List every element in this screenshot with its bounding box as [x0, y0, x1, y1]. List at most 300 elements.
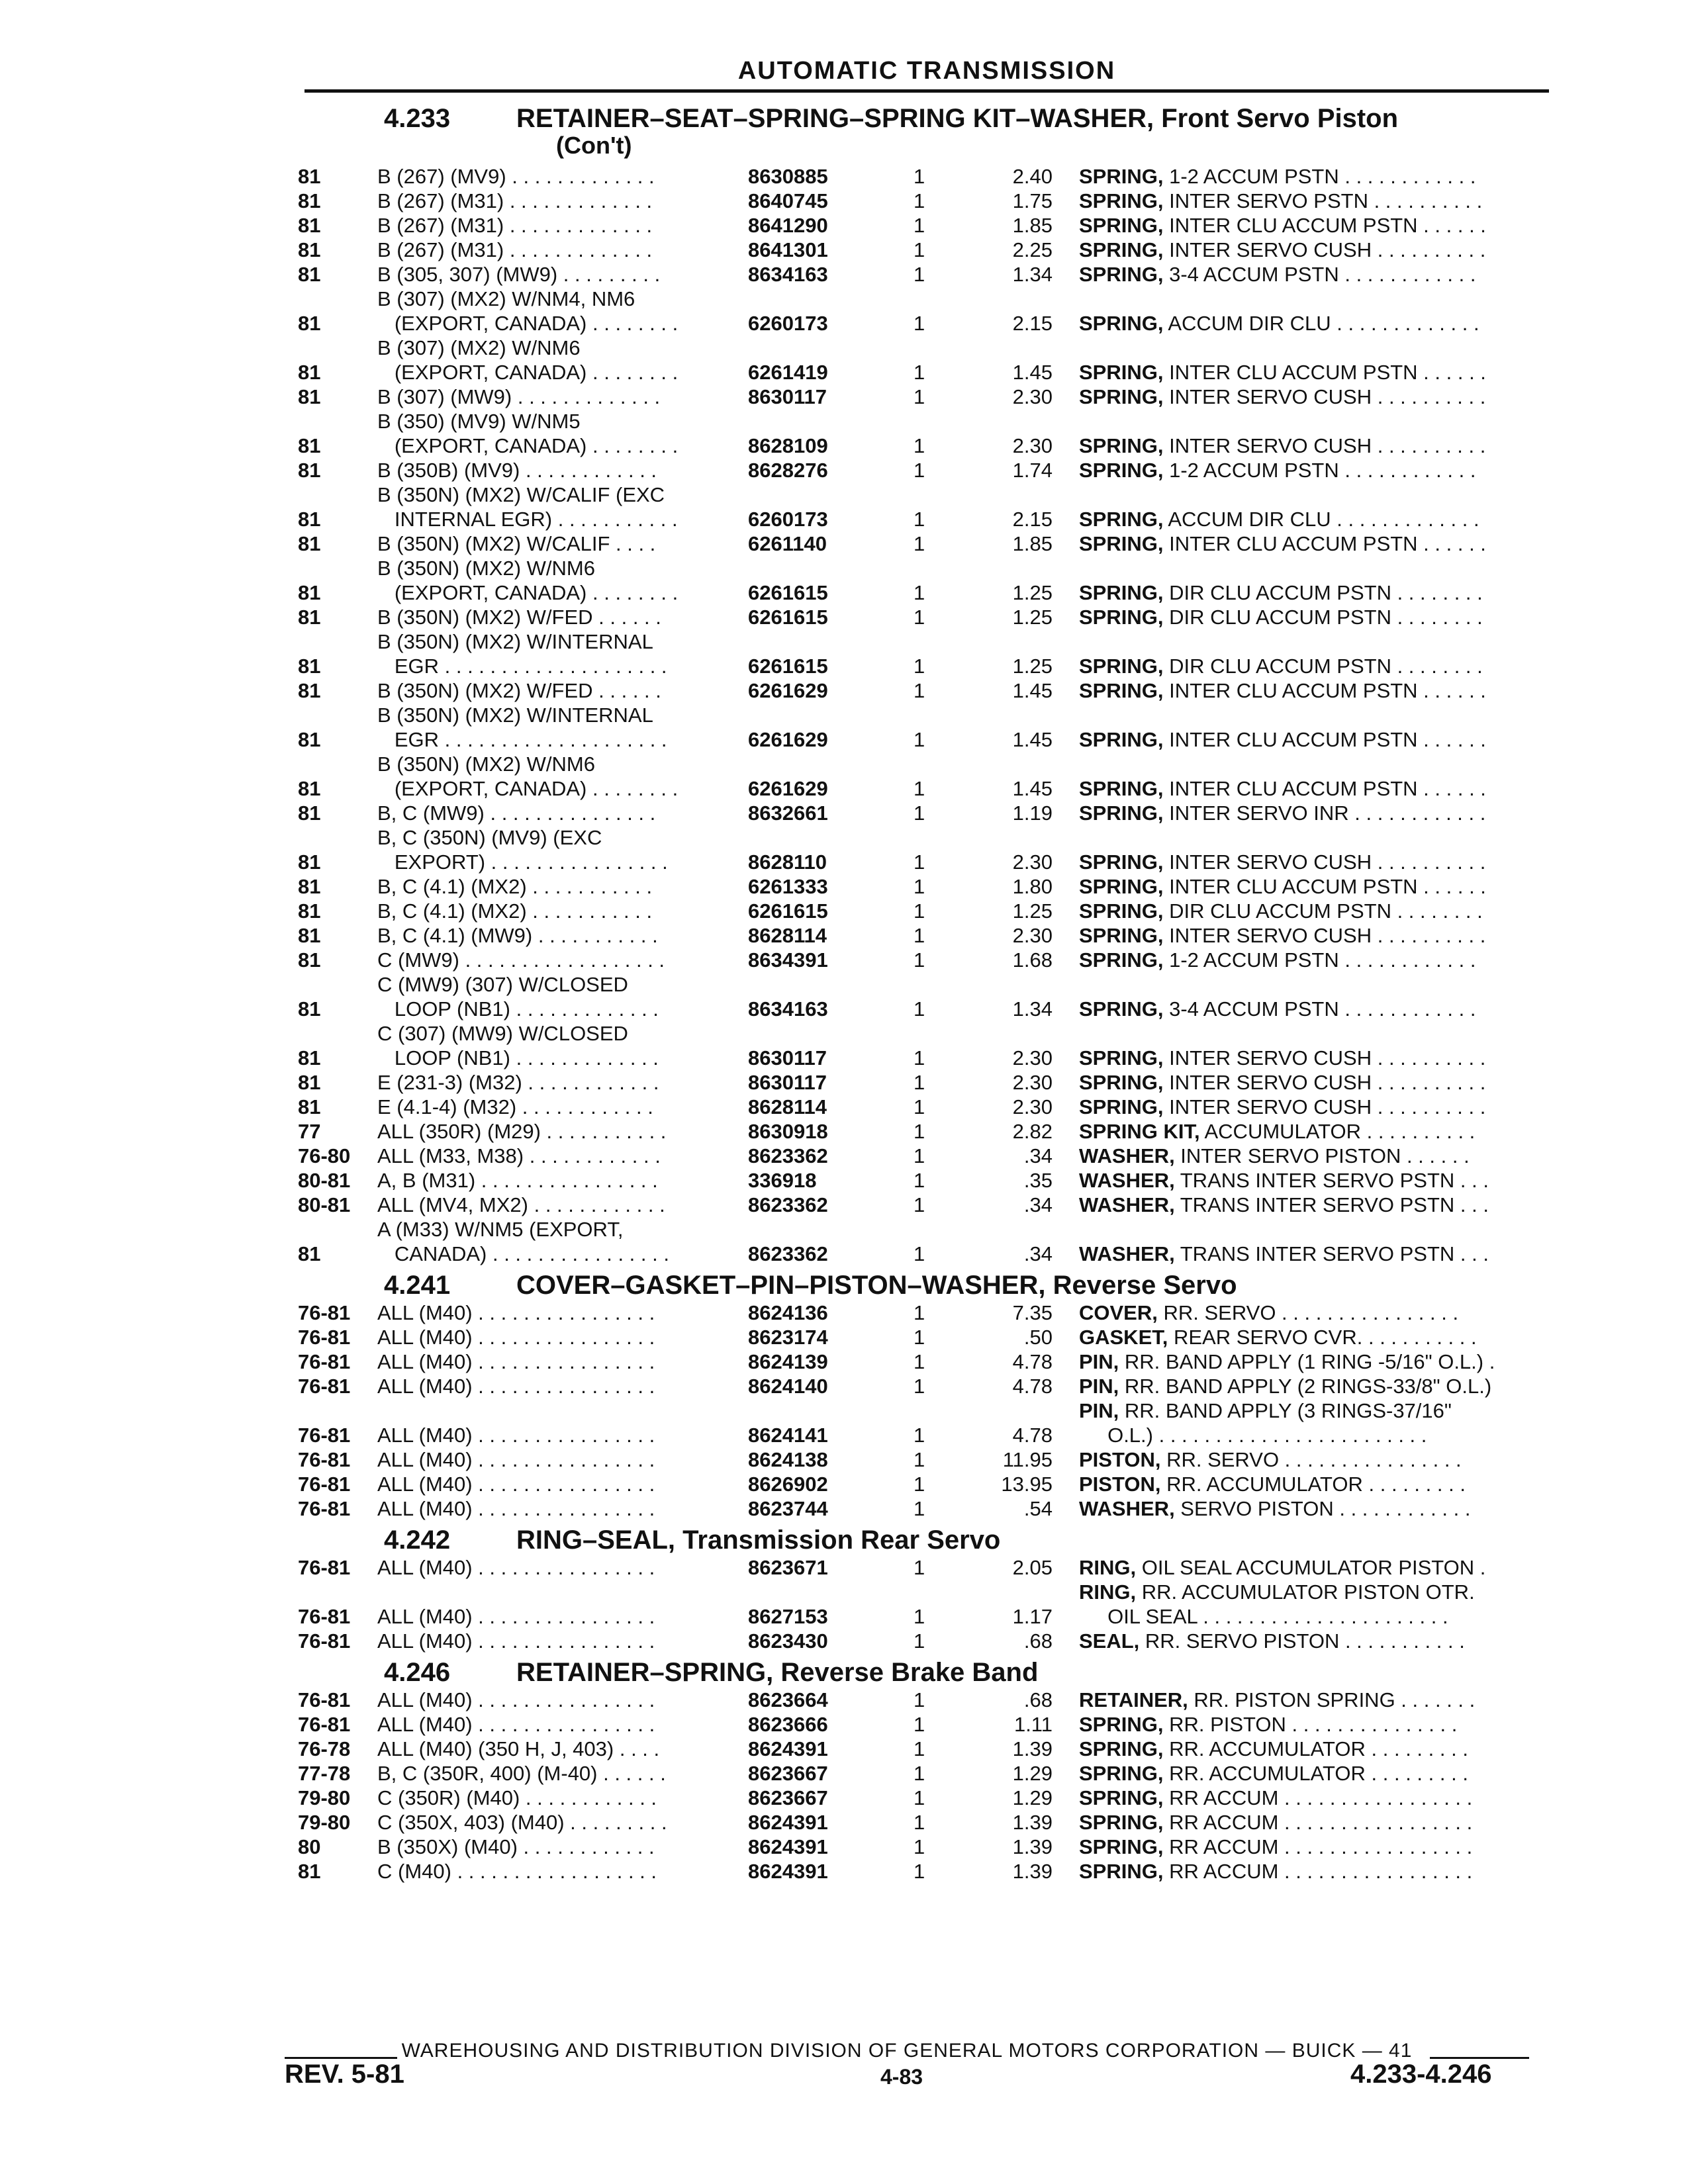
- description: [1053, 1712, 1556, 1737]
- price: 13.95: [1001, 1473, 1053, 1496]
- description-text: 1-2 ACCUM PSTN . . . . . . . . . . . .: [1163, 165, 1476, 188]
- price: 4.78: [1012, 1375, 1053, 1398]
- description-text: INTER SERVO PSTN . . . . . . . . . .: [1163, 189, 1483, 212]
- part-number: 8630117: [748, 385, 827, 408]
- description-text: RR. ACCUMULATOR . . . . . . . . .: [1163, 1762, 1468, 1785]
- description-keyword: SPRING,: [1079, 997, 1164, 1021]
- page-header: [305, 57, 1549, 93]
- description: [1053, 311, 1556, 336]
- description-keyword: SPRING,: [1079, 1860, 1164, 1883]
- footer-rule-left: [285, 2057, 397, 2059]
- part-number: 8641290: [748, 214, 828, 237]
- description-text: INTER CLU ACCUM PSTN . . . . . .: [1163, 532, 1486, 555]
- description-keyword: RING,: [1079, 1556, 1137, 1579]
- model-year: 81: [298, 679, 321, 702]
- quantity: 1: [914, 1448, 925, 1471]
- description-keyword: SPRING,: [1079, 361, 1164, 384]
- part-number: 8640745: [748, 189, 828, 212]
- description-text: 1-2 ACCUM PSTN . . . . . . . . . . . .: [1163, 459, 1476, 482]
- quantity: 1: [914, 606, 925, 629]
- part-row: [298, 164, 1556, 189]
- description-text: INTER CLU ACCUM PSTN . . . . . .: [1163, 777, 1486, 800]
- price: 1.80: [1012, 875, 1053, 898]
- quantity: 1: [914, 728, 925, 751]
- application: ALL (M40) . . . . . . . . . . . . . . . .: [377, 1497, 655, 1520]
- quantity: 1: [914, 924, 925, 947]
- quantity: 1: [914, 214, 925, 237]
- part-number: 8624391: [748, 1835, 828, 1858]
- model-year: 76-81: [298, 1301, 351, 1324]
- model-year: 80: [298, 1835, 321, 1858]
- description-keyword: SPRING,: [1079, 777, 1164, 800]
- part-row: [298, 1349, 1556, 1374]
- price: 1.85: [1012, 532, 1053, 555]
- model-year: 81: [298, 924, 321, 947]
- price: .34: [1023, 1144, 1053, 1167]
- quantity: 1: [914, 997, 925, 1021]
- part-row: [298, 1095, 1556, 1119]
- quantity: 1: [914, 189, 925, 212]
- price: .68: [1023, 1688, 1053, 1711]
- part-number: 8623174: [748, 1326, 828, 1349]
- model-year: 77-78: [298, 1762, 351, 1785]
- price: 1.45: [1012, 777, 1053, 800]
- price: 2.15: [1012, 312, 1053, 335]
- description-text: DIR CLU ACCUM PSTN . . . . . . . .: [1163, 899, 1483, 923]
- description: [1053, 948, 1556, 972]
- price: 1.75: [1012, 189, 1053, 212]
- model-year: 81: [298, 948, 321, 972]
- description: [1053, 1119, 1556, 1144]
- application: B, C (4.1) (MX2) . . . . . . . . . . .: [377, 899, 653, 923]
- part-row: [298, 801, 1556, 825]
- part-row: [298, 1070, 1556, 1095]
- part-row: [298, 1300, 1556, 1325]
- quantity: 1: [914, 434, 925, 457]
- model-year: 81: [298, 1071, 321, 1094]
- description-keyword: COVER,: [1079, 1301, 1158, 1324]
- application: B (307) (MX2) W/NM6 (EXPORT, CANADA) . . . . . . . .: [377, 336, 679, 384]
- application: ALL (M40) . . . . . . . . . . . . . . . .: [377, 1688, 655, 1711]
- price: 1.11: [1013, 1713, 1053, 1736]
- description-keyword: SPRING,: [1079, 606, 1164, 629]
- quantity: 1: [914, 508, 925, 531]
- price: 2.30: [1012, 385, 1053, 408]
- price: 1.45: [1012, 728, 1053, 751]
- model-year: 81: [298, 777, 321, 800]
- description: [1053, 1761, 1556, 1786]
- model-year: 76-81: [298, 1556, 351, 1579]
- part-number: 336918: [748, 1169, 817, 1192]
- description-keyword: SPRING,: [1079, 263, 1164, 286]
- quantity: 1: [914, 385, 925, 408]
- model-year: 81: [298, 1046, 321, 1069]
- description-keyword: SPRING,: [1079, 899, 1164, 923]
- model-year: 76-78: [298, 1737, 351, 1760]
- application: ALL (M40) . . . . . . . . . . . . . . . .: [377, 1375, 655, 1398]
- model-year: 81: [298, 459, 321, 482]
- description: [1053, 1300, 1556, 1325]
- part-number: 6261419: [748, 361, 828, 384]
- description: [1053, 262, 1556, 287]
- part-row: [298, 1810, 1556, 1835]
- description-keyword: SPRING,: [1079, 385, 1164, 408]
- model-year: 81: [298, 801, 321, 825]
- application: B (350N) (MX2) W/CALIF (EXC INTERNAL EGR) . . . . . . . . . . .: [377, 483, 678, 531]
- model-year: 76-81: [298, 1448, 351, 1471]
- model-year: 81: [298, 655, 321, 678]
- section-header: [298, 1525, 1556, 1555]
- model-year: 81: [298, 263, 321, 286]
- description-text: ACCUM DIR CLU . . . . . . . . . . . . .: [1163, 508, 1479, 531]
- model-year: 81: [298, 434, 321, 457]
- application: ALL (350R) (M29) . . . . . . . . . . .: [377, 1120, 667, 1143]
- description: [1053, 507, 1556, 531]
- section-number: 4.241: [384, 1271, 451, 1300]
- quantity: 1: [914, 459, 925, 482]
- description: [1053, 164, 1556, 189]
- description-text: INTER SERVO PISTON . . . . . .: [1174, 1144, 1470, 1167]
- price: 1.25: [1012, 606, 1053, 629]
- description: [1053, 899, 1556, 923]
- description: [1053, 850, 1556, 874]
- model-year: 76-81: [298, 1326, 351, 1349]
- model-year: 80-81: [298, 1193, 351, 1216]
- quantity: 1: [914, 1497, 925, 1520]
- description: [1053, 874, 1556, 899]
- price: 1.29: [1012, 1786, 1053, 1809]
- part-number: 8623362: [748, 1193, 828, 1216]
- model-year: 76-81: [298, 1629, 351, 1653]
- description: [1053, 580, 1556, 605]
- part-number: 8628276: [748, 459, 828, 482]
- application: B (305, 307) (MW9) . . . . . . . . .: [377, 263, 661, 286]
- quantity: 1: [914, 1169, 925, 1192]
- application: B (350) (MV9) W/NM5 (EXPORT, CANADA) . . . . . . . .: [377, 410, 679, 457]
- price: 1.25: [1012, 581, 1053, 604]
- description-text: INTER SERVO CUSH . . . . . . . . . .: [1163, 850, 1486, 874]
- model-year: 81: [298, 189, 321, 212]
- quantity: 1: [914, 1786, 925, 1809]
- part-row: [298, 874, 1556, 899]
- price: 1.39: [1012, 1811, 1053, 1834]
- part-row: [298, 1835, 1556, 1859]
- application: B (267) (MV9) . . . . . . . . . . . . .: [377, 165, 655, 188]
- description: [1053, 385, 1556, 409]
- description-text: RR ACCUM . . . . . . . . . . . . . . . . .: [1163, 1835, 1473, 1858]
- description: [1053, 1242, 1556, 1266]
- description-keyword: SPRING,: [1079, 238, 1164, 261]
- price: 1.39: [1012, 1835, 1053, 1858]
- parts-list: [298, 99, 1556, 1884]
- application: B, C (MW9) . . . . . . . . . . . . . . .: [377, 801, 656, 825]
- description-keyword: SPRING,: [1079, 1737, 1164, 1760]
- application: C (350X, 403) (M40) . . . . . . . . .: [377, 1811, 667, 1834]
- part-number: 8634391: [748, 948, 828, 972]
- part-row: [298, 1580, 1556, 1629]
- application: B (267) (M31) . . . . . . . . . . . . .: [377, 214, 653, 237]
- part-number: 8624136: [748, 1301, 828, 1324]
- application: ALL (M33, M38) . . . . . . . . . . . .: [377, 1144, 661, 1167]
- application: B, C (350N) (MV9) (EXC EXPORT) . . . . . . . . . . . . . . . .: [377, 826, 668, 874]
- price: .34: [1023, 1242, 1053, 1265]
- description: [1053, 531, 1556, 556]
- description-keyword: SPRING,: [1079, 679, 1164, 702]
- part-number: 8623667: [748, 1762, 828, 1785]
- part-number: 8628110: [748, 850, 827, 874]
- description-text: RR. SERVO . . . . . . . . . . . . . . . .: [1157, 1301, 1459, 1324]
- description-keyword: SPRING,: [1079, 508, 1164, 531]
- description-text: INTER CLU ACCUM PSTN . . . . . .: [1163, 875, 1486, 898]
- description-keyword: SPRING,: [1079, 189, 1164, 212]
- part-row: [298, 899, 1556, 923]
- part-row: [298, 287, 1556, 336]
- application: ALL (M40) (350 H, J, 403) . . . .: [377, 1737, 660, 1760]
- description-keyword: SPRING,: [1079, 1713, 1164, 1736]
- price: 1.74: [1012, 459, 1053, 482]
- part-row: [298, 1472, 1556, 1496]
- description-text: INTER SERVO CUSH . . . . . . . . . .: [1163, 434, 1486, 457]
- section-title: RING–SEAL, Transmission Rear Servo: [516, 1525, 1001, 1555]
- quantity: 1: [914, 581, 925, 604]
- part-number: 8628114: [748, 924, 827, 947]
- application: ALL (M40) . . . . . . . . . . . . . . . .: [377, 1350, 655, 1373]
- description-keyword: WASHER,: [1079, 1497, 1175, 1520]
- footer-revision: REV. 5-81: [285, 2060, 404, 2089]
- description: [1053, 1168, 1556, 1193]
- model-year: 81: [298, 875, 321, 898]
- price: 2.30: [1012, 1046, 1053, 1069]
- model-year: 76-81: [298, 1713, 351, 1736]
- part-row: [298, 385, 1556, 409]
- description-text: TRANS INTER SERVO PSTN . . .: [1174, 1242, 1489, 1265]
- description: [1053, 1193, 1556, 1217]
- price: 1.39: [1012, 1860, 1053, 1883]
- section-title: RETAINER–SPRING, Reverse Brake Band: [516, 1658, 1039, 1687]
- description-keyword: SPRING,: [1079, 165, 1164, 188]
- application: ALL (M40) . . . . . . . . . . . . . . . .: [377, 1556, 655, 1579]
- part-number: 6261629: [748, 728, 828, 751]
- part-number: 8628114: [748, 1095, 827, 1118]
- description-keyword: PIN,: [1079, 1375, 1119, 1398]
- price: .54: [1023, 1497, 1053, 1520]
- part-number: 8623671: [748, 1556, 828, 1579]
- model-year: 81: [298, 312, 321, 335]
- model-year: 81: [298, 508, 321, 531]
- quantity: 1: [914, 1193, 925, 1216]
- part-row: [298, 1144, 1556, 1168]
- description-keyword: SPRING,: [1079, 434, 1164, 457]
- model-year: 79-80: [298, 1786, 351, 1809]
- section-header: [298, 1657, 1556, 1688]
- part-row: [298, 409, 1556, 458]
- application: B (350N) (MX2) W/FED . . . . . .: [377, 679, 661, 702]
- quantity: 1: [914, 1688, 925, 1711]
- application: ALL (M40) . . . . . . . . . . . . . . . .: [377, 1713, 655, 1736]
- quantity: 1: [914, 1424, 925, 1447]
- description: [1053, 1835, 1556, 1859]
- section-header: [298, 1270, 1556, 1300]
- part-row: [298, 1688, 1556, 1712]
- part-number: 8624139: [748, 1350, 828, 1373]
- model-year: 81: [298, 850, 321, 874]
- quantity: 1: [914, 1835, 925, 1858]
- application: E (231-3) (M32) . . . . . . . . . . . .: [377, 1071, 659, 1094]
- part-number: 8624391: [748, 1737, 828, 1760]
- part-row: [298, 678, 1556, 703]
- application: B, C (350R, 400) (M-40) . . . . . .: [377, 1762, 666, 1785]
- description: [1053, 360, 1556, 385]
- price: 1.29: [1012, 1762, 1053, 1785]
- application: ALL (M40) . . . . . . . . . . . . . . . .: [377, 1473, 655, 1496]
- description-text: RR ACCUM . . . . . . . . . . . . . . . . .: [1163, 1811, 1473, 1834]
- part-row: [298, 189, 1556, 213]
- price: 1.25: [1012, 899, 1053, 923]
- description: [1053, 1325, 1556, 1349]
- price: 1.68: [1012, 948, 1053, 972]
- application: C (350R) (M40) . . . . . . . . . . . .: [377, 1786, 657, 1809]
- part-row: [298, 1193, 1556, 1217]
- description-text: RR. ACCUMULATOR PISTON OTR. OIL SEAL . . . . . . . . . . . . . . . . . . . . . .: [1107, 1580, 1475, 1628]
- quantity: 1: [914, 1860, 925, 1883]
- description: [1053, 1688, 1556, 1712]
- description-keyword: SPRING,: [1079, 581, 1164, 604]
- part-number: 8624391: [748, 1811, 828, 1834]
- quantity: 1: [914, 1713, 925, 1736]
- quantity: 1: [914, 1071, 925, 1094]
- model-year: 81: [298, 899, 321, 923]
- price: 1.17: [1012, 1605, 1053, 1628]
- description: [1053, 1786, 1556, 1810]
- description-keyword: SPRING,: [1079, 850, 1164, 874]
- application: ALL (M40) . . . . . . . . . . . . . . . .: [377, 1629, 655, 1653]
- description-text: INTER SERVO CUSH . . . . . . . . . .: [1163, 238, 1486, 261]
- part-row: [298, 1217, 1556, 1266]
- section-header: [298, 103, 1556, 134]
- description-text: INTER SERVO CUSH . . . . . . . . . .: [1163, 1095, 1486, 1118]
- quantity: 1: [914, 1242, 925, 1265]
- description-keyword: SPRING,: [1079, 875, 1164, 898]
- description-text: OIL SEAL ACCUMULATOR PISTON .: [1136, 1556, 1486, 1579]
- quantity: 1: [914, 679, 925, 702]
- part-number: 6261140: [748, 532, 827, 555]
- part-number: 8624391: [748, 1860, 828, 1883]
- model-year: 81: [298, 1095, 321, 1118]
- part-row: [298, 1629, 1556, 1653]
- part-row: [298, 1168, 1556, 1193]
- description-text: RR. ACCUMULATOR . . . . . . . . .: [1160, 1473, 1466, 1496]
- part-row: [298, 556, 1556, 605]
- part-number: 6261615: [748, 655, 828, 678]
- quantity: 1: [914, 1375, 925, 1398]
- price: .34: [1023, 1193, 1053, 1216]
- application: C (307) (MW9) W/CLOSED LOOP (NB1) . . . . . . . . . . . . .: [377, 1022, 659, 1069]
- price: 4.78: [1012, 1350, 1053, 1373]
- part-row: [298, 1398, 1556, 1447]
- section-title: COVER–GASKET–PIN–PISTON–WASHER, Reverse Servo: [516, 1271, 1237, 1300]
- part-row: [298, 482, 1556, 531]
- quantity: 1: [914, 165, 925, 188]
- model-year: 81: [298, 532, 321, 555]
- description-keyword: SPRING,: [1079, 1046, 1164, 1069]
- part-number: 8627153: [748, 1605, 828, 1628]
- application: B (350N) (MX2) W/FED . . . . . .: [377, 606, 661, 629]
- description: [1053, 1144, 1556, 1168]
- part-row: [298, 1496, 1556, 1521]
- model-year: 81: [298, 606, 321, 629]
- footer-rule-right: [1430, 2057, 1529, 2059]
- part-row: [298, 1325, 1556, 1349]
- part-row: [298, 948, 1556, 972]
- application: B (350N) (MX2) W/NM6 (EXPORT, CANADA) . . . . . . . .: [377, 557, 679, 604]
- part-row: [298, 1374, 1556, 1398]
- part-row: [298, 531, 1556, 556]
- quantity: 1: [914, 1120, 925, 1143]
- footer-section-range: 4.233-4.246: [1350, 2060, 1492, 2089]
- quantity: 1: [914, 361, 925, 384]
- description-text: SERVO PISTON . . . . . . . . . . . .: [1174, 1497, 1471, 1520]
- description: [1053, 923, 1556, 948]
- description-text: REAR SERVO CVR. . . . . . . . . . .: [1168, 1326, 1477, 1349]
- part-row: [298, 825, 1556, 874]
- quantity: 1: [914, 1629, 925, 1653]
- description: [1053, 1070, 1556, 1095]
- part-row: [298, 238, 1556, 262]
- description: [1053, 1555, 1556, 1580]
- description-keyword: SPRING,: [1079, 1762, 1164, 1785]
- quantity: 1: [914, 1605, 925, 1628]
- part-row: [298, 336, 1556, 385]
- part-number: 8624140: [748, 1375, 828, 1398]
- quantity: 1: [914, 1737, 925, 1760]
- price: 1.39: [1012, 1737, 1053, 1760]
- description-keyword: SPRING,: [1079, 1095, 1164, 1118]
- price: 2.15: [1012, 508, 1053, 531]
- description-text: INTER SERVO INR . . . . . . . . . . . .: [1163, 801, 1486, 825]
- part-number: 8630117: [748, 1071, 827, 1094]
- application: ALL (M40) . . . . . . . . . . . . . . . .: [377, 1326, 655, 1349]
- model-year: 81: [298, 728, 321, 751]
- description: [1053, 238, 1556, 262]
- part-number: 8623666: [748, 1713, 828, 1736]
- description-keyword: SPRING,: [1079, 1786, 1164, 1809]
- description-keyword: SPRING,: [1079, 1835, 1164, 1858]
- part-number: 8623430: [748, 1629, 828, 1653]
- description-text: INTER CLU ACCUM PSTN . . . . . .: [1163, 728, 1486, 751]
- part-row: [298, 923, 1556, 948]
- part-number: 8630918: [748, 1120, 828, 1143]
- description-keyword: SPRING,: [1079, 312, 1164, 335]
- price: .35: [1023, 1169, 1053, 1192]
- description-keyword: WASHER,: [1079, 1193, 1175, 1216]
- model-year: 76-81: [298, 1473, 351, 1496]
- quantity: 1: [914, 263, 925, 286]
- description: [1053, 1398, 1556, 1447]
- part-row: [298, 458, 1556, 482]
- model-year: 81: [298, 1242, 321, 1265]
- description-keyword: WASHER,: [1079, 1169, 1175, 1192]
- description-text: RR. SERVO PISTON . . . . . . . . . . .: [1139, 1629, 1465, 1653]
- description-keyword: RING,: [1079, 1580, 1137, 1604]
- part-number: 8623744: [748, 1497, 828, 1520]
- price: 1.34: [1012, 997, 1053, 1021]
- description: [1053, 654, 1556, 678]
- model-year: 81: [298, 238, 321, 261]
- description-keyword: SPRING,: [1079, 948, 1164, 972]
- description: [1053, 1496, 1556, 1521]
- description-text: DIR CLU ACCUM PSTN . . . . . . . .: [1163, 581, 1483, 604]
- part-number: 6261629: [748, 777, 828, 800]
